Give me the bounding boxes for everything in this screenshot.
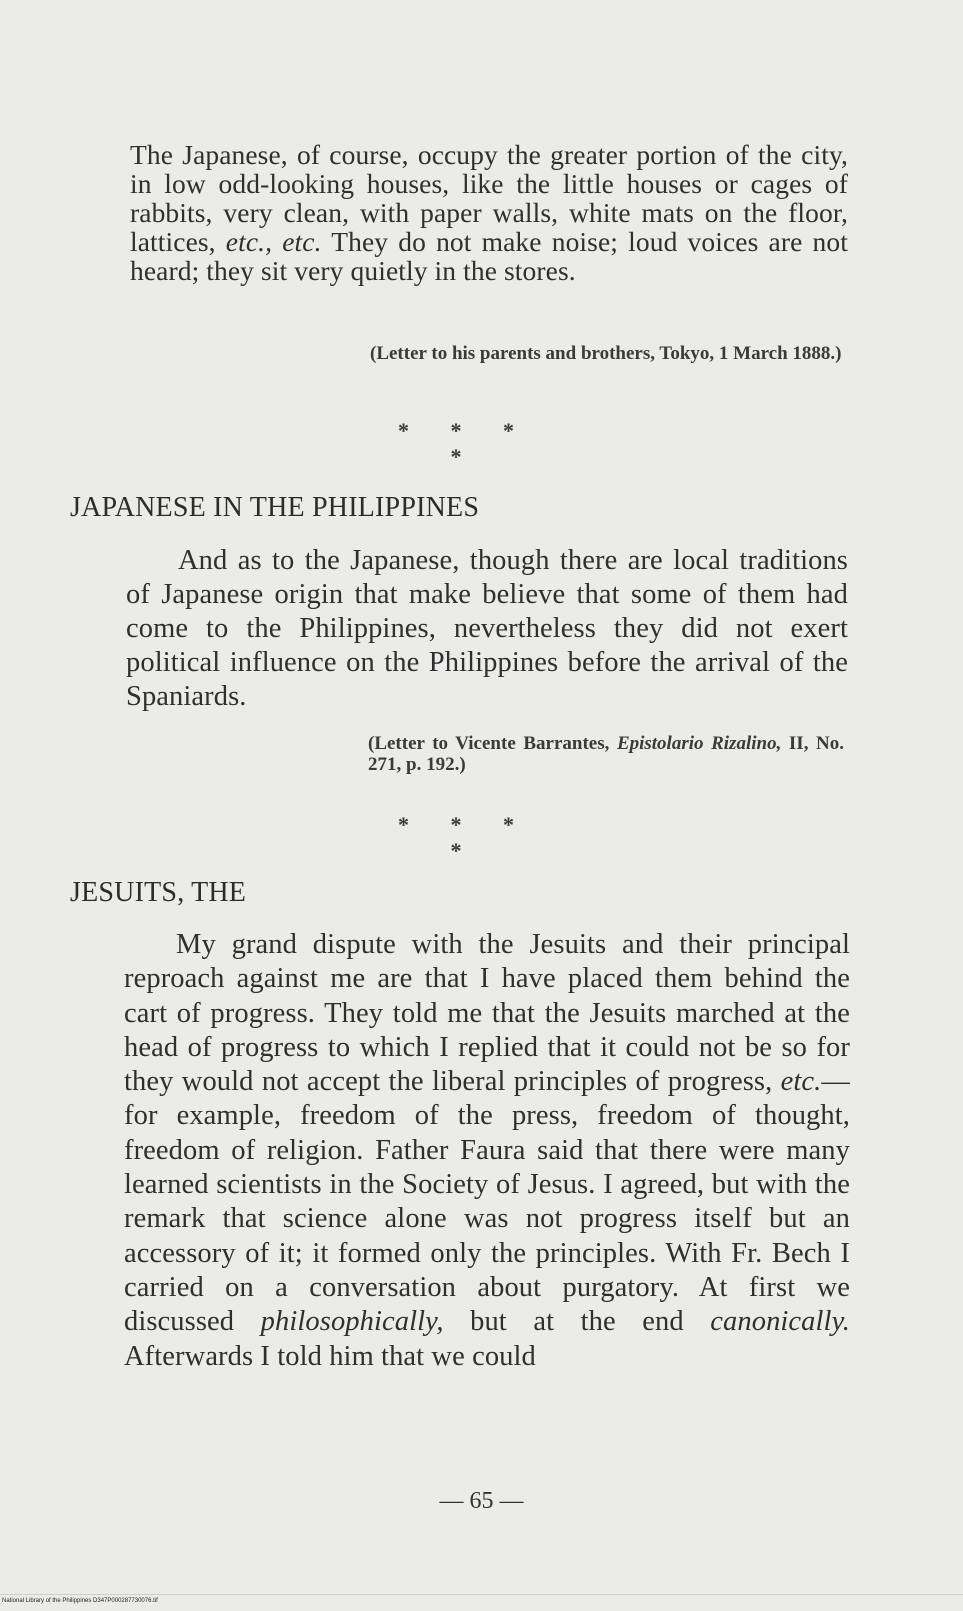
jesuits-italic-a: etc. (780, 1066, 822, 1098)
jesuits-text-c: but at the end (443, 1306, 711, 1338)
page-number: — 65 — (439, 1488, 524, 1514)
jesuits-text-a: My grand dispute with the Jesuits and their principal reproach against me are that I have placed them behind the cart of progress. They told me that the Jesuits marched at the head of progress to which I replied that it could not be so for they would not accept the liberal principles of progress, (124, 929, 850, 1098)
jesuits-paragraph (124, 928, 850, 1374)
intro-italic-text: etc., etc. (225, 226, 322, 257)
section-separator: * * * * (398, 418, 532, 469)
heading-jesuits-the: JESUITS, THE (70, 877, 247, 908)
intro-text: The Japanese, of course, occupy the greater portion of the city, in low odd-looking houses, like the little houses or cages of rabbits, very clean, with paper walls, white mats on the floor, lattices, (130, 139, 848, 257)
japanese-citation-italic: Epistolario Rizalino, (616, 733, 782, 754)
japanese-paragraph: And as to the Japanese, though there are local traditions of Japanese origin that make believe that some of them had come to the Philippines, nevertheless they did not exert political influence on the Philippines before the arrival of the Spaniards. (126, 545, 848, 712)
jesuits-text-b: — for example, freedom of the press, freedom of thought, freedom of religion. Father Faura said that there were many learned scientists in the Society of Jesus. I agreed, but with the remark that science alone was not progress itself but an accessory of it; it formed only the principles. With Fr. Bech I carried on a conversation about purgatory. At first we discussed (124, 1066, 850, 1338)
jesuits-italic-c: canonically. (710, 1306, 850, 1338)
section-separator: * * * * (398, 812, 532, 863)
jesuits-text-d: Afterwards I told him that we could (124, 1340, 536, 1372)
heading-japanese-in-the-philippines: JAPANESE IN THE PHILIPPINES (70, 492, 480, 523)
japanese-citation (368, 733, 844, 775)
intro-paragraph (130, 140, 848, 285)
footer-divider (0, 1594, 963, 1595)
intro-text-end: They do not make noise; loud voices are not heard; they sit very quietly in the stores. (130, 226, 848, 286)
japanese-citation-start: (Letter to Vicente Barrantes, (368, 733, 617, 754)
intro-citation: (Letter to his parents and brothers, Tokyo, 1 March 1888.) (370, 343, 842, 364)
jesuits-italic-b: philosophically, (260, 1306, 444, 1338)
japanese-citation-end: II, No. 271, p. 192.) (368, 733, 845, 775)
footer-credit: National Library of the Philippines D347P000287730076.tif (2, 1598, 158, 1604)
